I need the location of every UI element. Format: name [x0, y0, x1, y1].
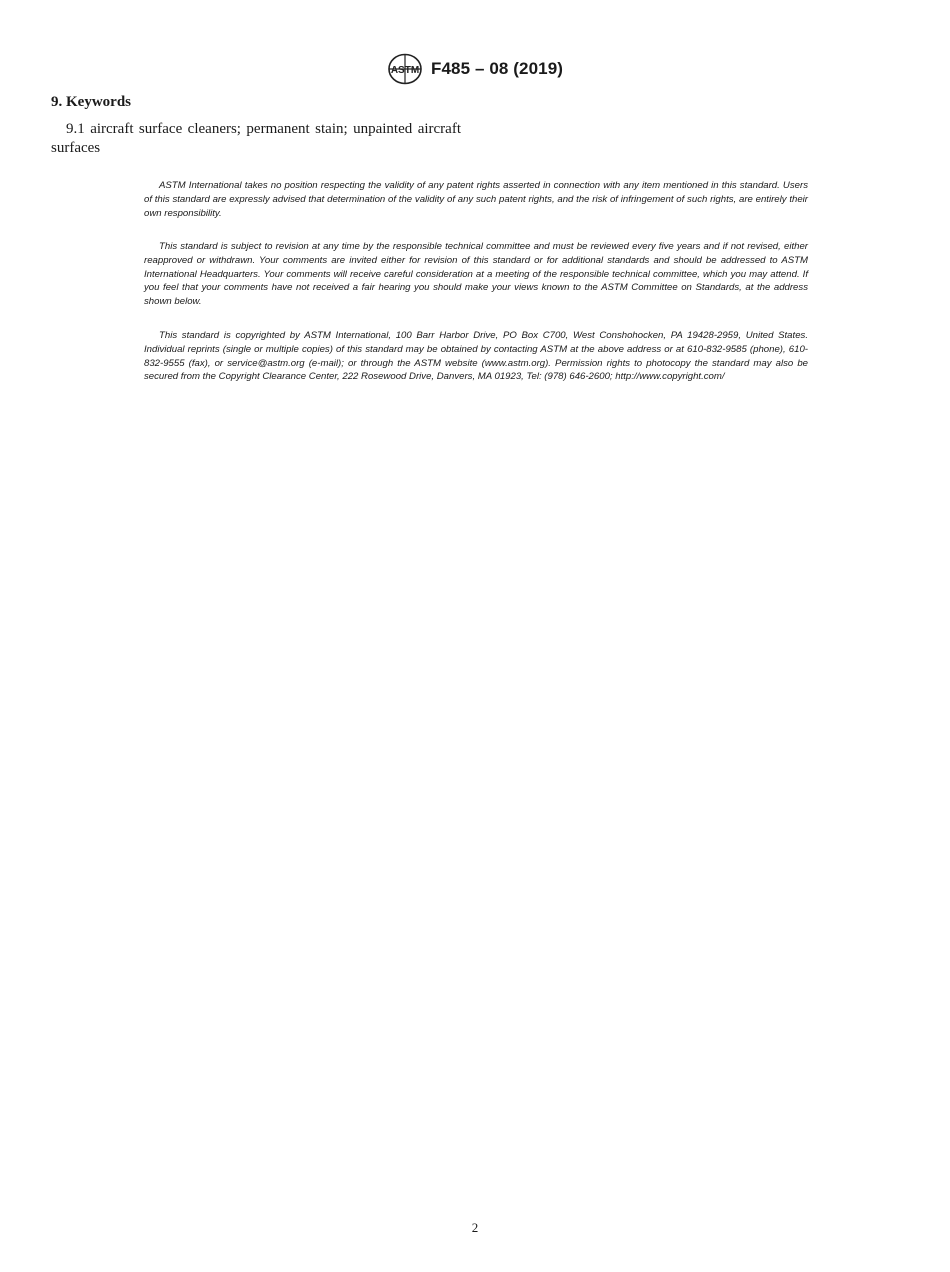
svg-text:ASTM: ASTM — [390, 65, 420, 76]
standard-designation: F485 – 08 (2019) — [430, 59, 564, 78]
section-keywords-body: 9.1 aircraft surface cleaners; permanent stain; unpainted aircraft surfaces — [51, 121, 461, 156]
section-title-keywords: 9. Keywords — [51, 94, 131, 110]
copyright-notice: This standard is copyrighted by ASTM International, 100 Barr Harbor Drive, PO Box C700, West Conshohocken, PA 19428-2959, United States. Individual reprints (single or multiple copies) of this standard may be obtained by contacting ASTM at the above address or at 610-832-9585 (phone), 610-832-9555 (fax), or service@astm.org (e-mail); or through the ASTM website (www.astm.org). Permission rights to photocopy the standard may also be secured from the Copyright Clearance Center, 222 Rosewood Drive, Danvers, MA 01923, Tel: (978) 646-2600; http://www.copyright.com/ — [144, 330, 808, 383]
patent-notice: ASTM International takes no position respecting the validity of any patent rights asserted in connection with any item mentioned in this standard. Users of this standard are expressly advised that determination of the validity of any such patent rights, and the risk of infringement of such rights, are entirely their own responsibility. — [144, 180, 808, 219]
header-content — [387, 53, 563, 85]
page-number: 2 — [471, 1220, 479, 1235]
revision-notice: This standard is subject to revision at any time by the responsible technical committee and must be reviewed every five years and if not revised, either reapproved or withdrawn. Your comments are invited either for revision of this standard or for additional standards and should be addressed to ASTM International Headquarters. Your comments will receive careful consideration at a meeting of the responsible technical committee, which you may attend. If you feel that your comments have not received a fair hearing you should make your views known to the ASTM Committee on Standards, at the address shown below. — [144, 241, 808, 308]
page-header — [0, 52, 950, 86]
astm-logo-icon — [387, 53, 423, 85]
